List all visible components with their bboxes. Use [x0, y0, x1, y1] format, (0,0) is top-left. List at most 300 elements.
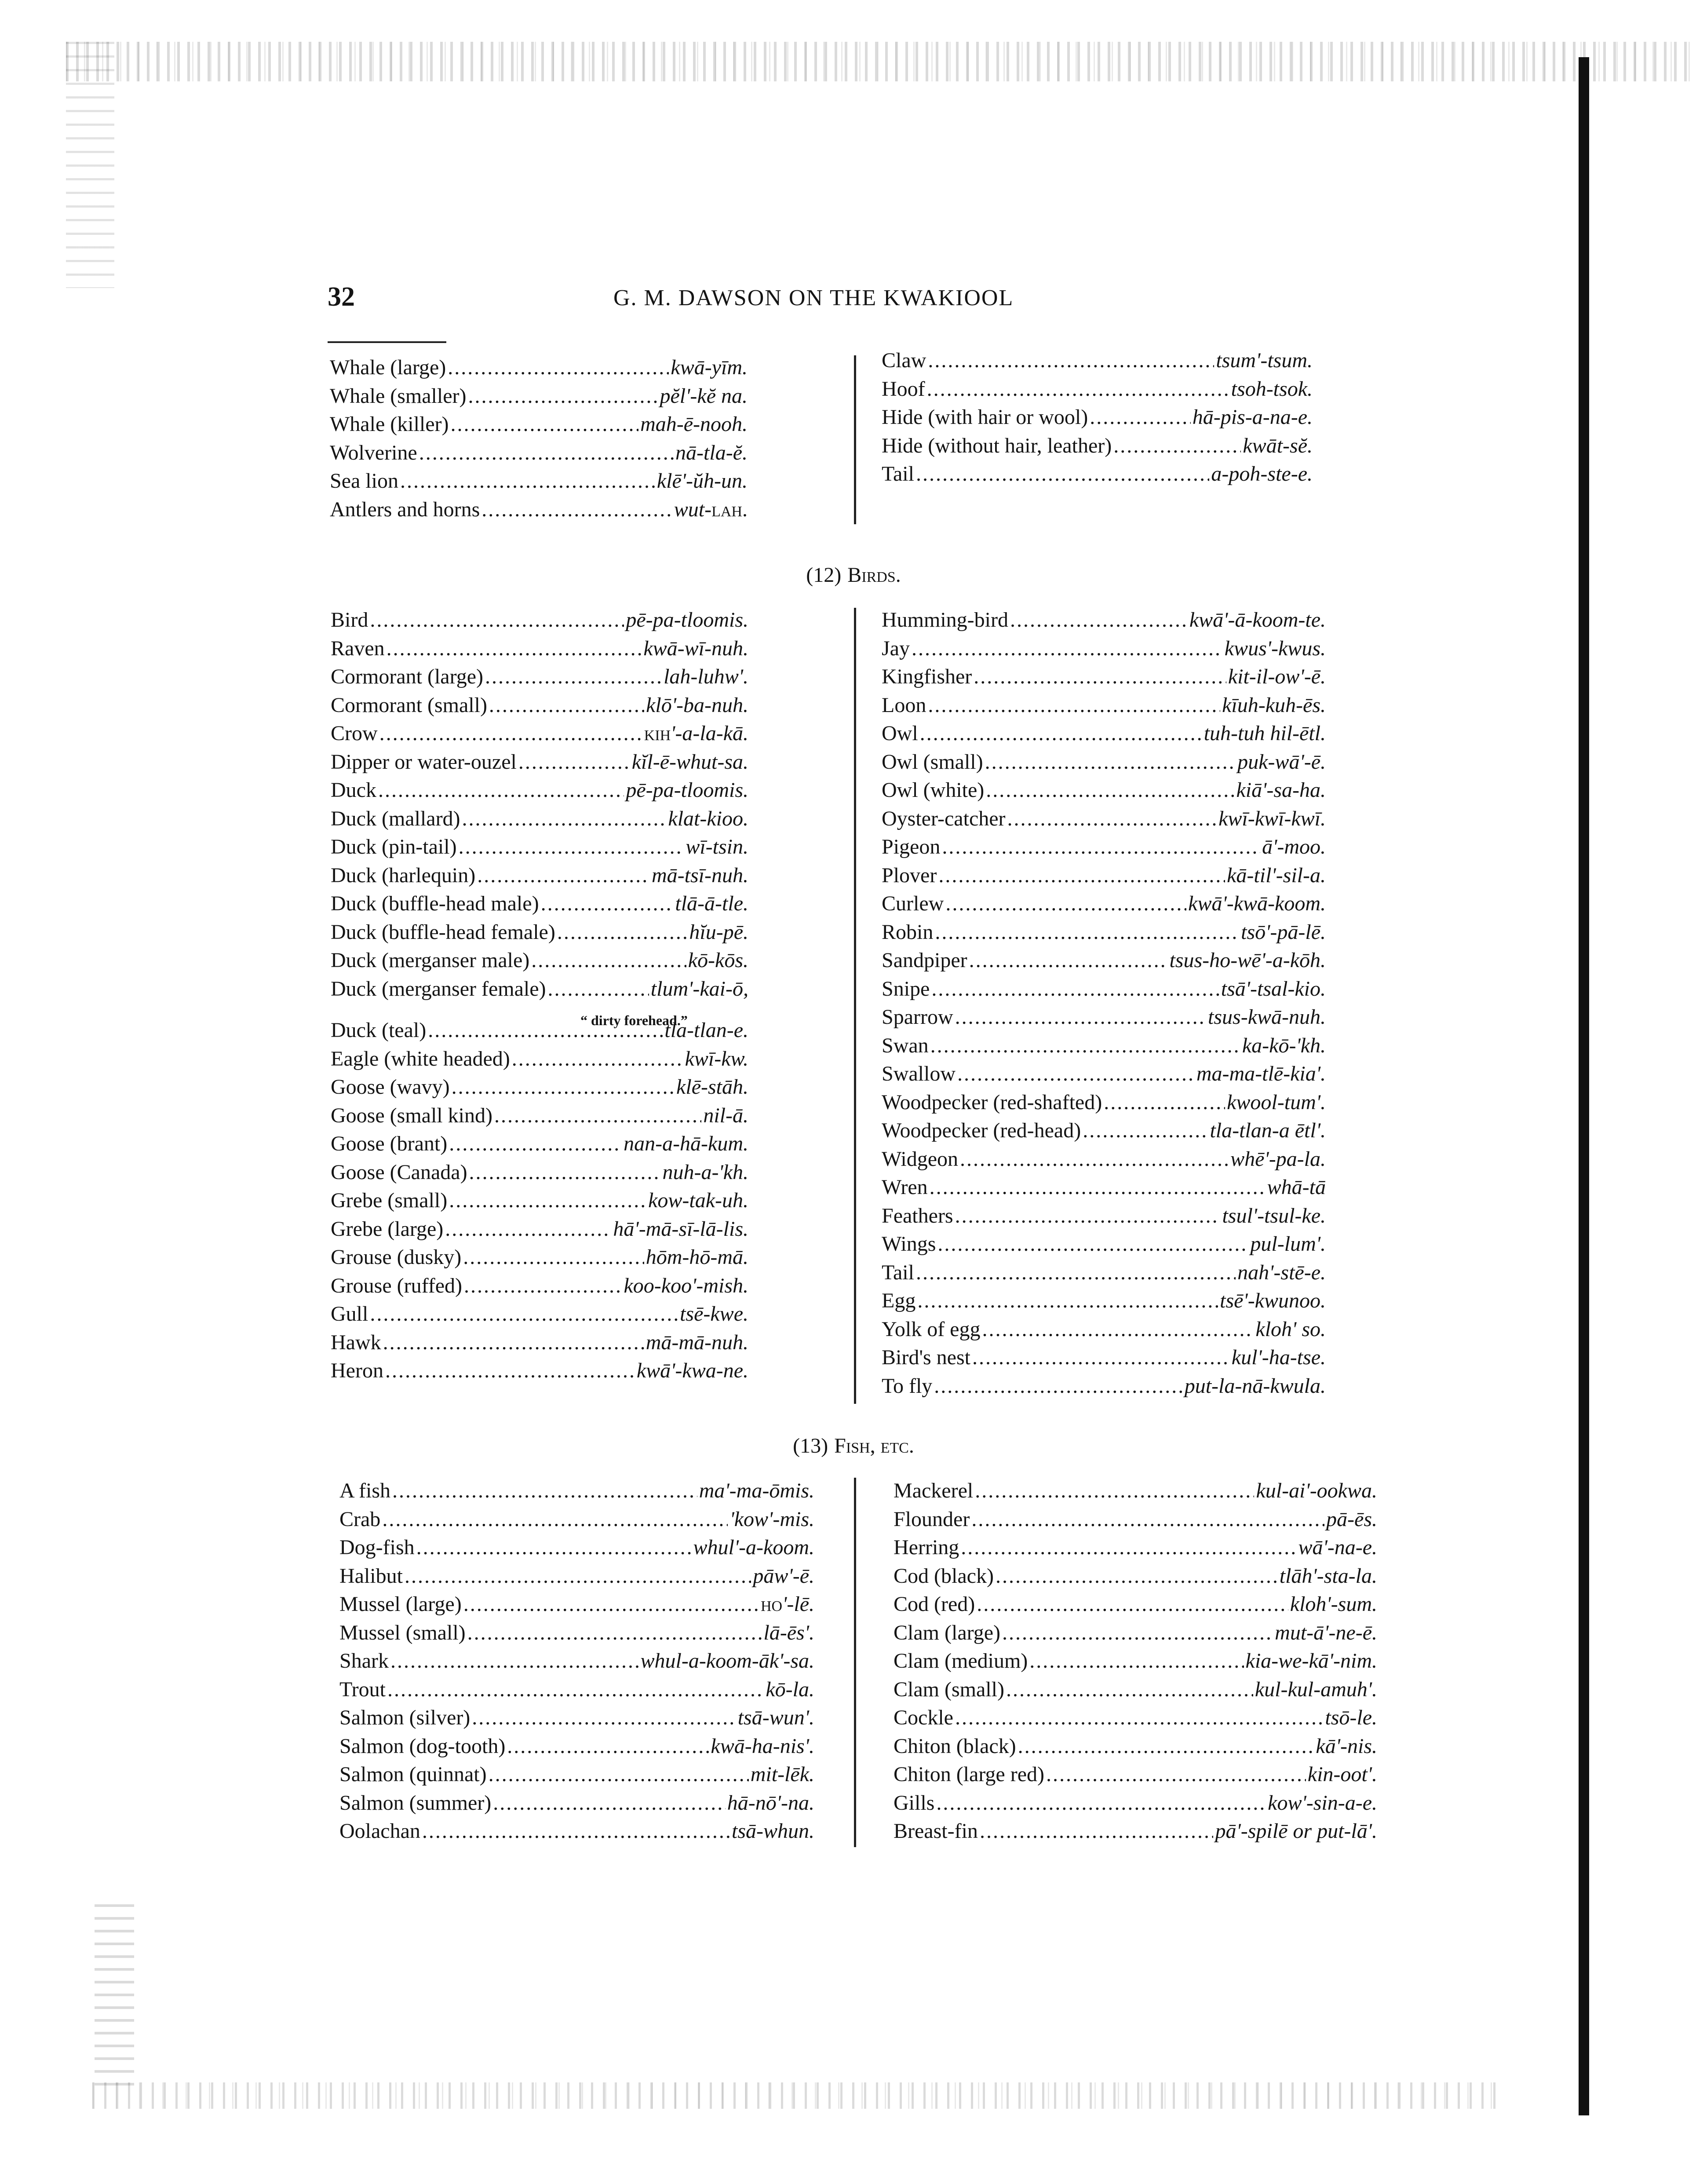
vocabulary-entry — [331, 1329, 748, 1356]
leader-dots — [996, 1563, 1278, 1589]
kwakiool-gloss: kit-il-ow'-ē. — [1228, 665, 1326, 688]
leader-dots — [494, 1103, 701, 1129]
english-term: Hide (with hair or wool) — [882, 405, 1088, 429]
kwakiool-gloss: ma'-ma-ōmis. — [699, 1479, 814, 1502]
kwakiool-gloss: tla-tlan-e. — [664, 1019, 748, 1042]
leader-dots — [422, 1818, 730, 1844]
vocabulary-entry — [882, 891, 1326, 917]
vocabulary-entry — [882, 607, 1326, 633]
vocabulary-entry — [339, 1705, 814, 1731]
leader-dots — [955, 1203, 1221, 1229]
kwakiool-gloss: ma-ma-tlē-kia'. — [1196, 1062, 1326, 1085]
english-term: Eagle (white headed) — [331, 1047, 510, 1070]
english-term: Grebe (large) — [331, 1217, 444, 1241]
leader-dots — [463, 1244, 644, 1271]
leader-dots — [459, 834, 684, 860]
english-term: Clam (small) — [894, 1677, 1004, 1701]
leader-dots — [912, 635, 1223, 662]
english-term: Raven — [331, 636, 385, 660]
leader-dots — [916, 1260, 1236, 1286]
vocabulary-entry — [339, 1676, 814, 1703]
kwakiool-gloss: nah'-stē-e. — [1237, 1260, 1326, 1284]
kwakiool-gloss: klat-kioo. — [668, 807, 748, 830]
kwakiool-gloss: hā'-mā-sī-lā-lis. — [613, 1217, 748, 1241]
vocabulary-entry — [882, 1174, 1326, 1201]
vocabulary-entry — [339, 1591, 814, 1618]
kwakiool-gloss: kwā-ha-nis'. — [711, 1734, 814, 1758]
vocabulary-entry — [882, 1373, 1326, 1399]
english-term: Snipe — [882, 977, 930, 1001]
kwakiool-gloss: kwus'-kwus. — [1224, 636, 1326, 660]
kwakiool-gloss: tsoh-tsok. — [1231, 377, 1313, 401]
kwakiool-gloss: hōm-hō-mā. — [646, 1245, 748, 1269]
vocabulary-entry — [330, 383, 748, 409]
english-term: Mussel (small) — [339, 1621, 466, 1644]
leader-dots — [464, 1273, 622, 1299]
leader-dots — [1010, 607, 1188, 633]
vocabulary-entry — [882, 1288, 1326, 1314]
leader-dots — [945, 891, 1186, 917]
leader-dots — [463, 1591, 759, 1618]
kwakiool-gloss: kwī-kwī-kwī. — [1218, 807, 1326, 830]
english-term: Loon — [882, 693, 926, 717]
leader-dots — [481, 497, 672, 523]
english-term: Duck (buffle-head female) — [331, 920, 555, 944]
leader-dots — [986, 777, 1234, 803]
leader-dots — [930, 1174, 1266, 1201]
kwakiool-gloss: kwā'-kwā-koom. — [1188, 892, 1326, 915]
leader-dots — [937, 1231, 1248, 1257]
scan-noise-top — [66, 42, 1693, 81]
english-term: Mackerel — [894, 1479, 974, 1502]
vocabulary-entry — [882, 976, 1326, 1002]
kwakiool-gloss: kwool-tum'. — [1227, 1090, 1326, 1114]
vocabulary-entry — [882, 947, 1326, 974]
kwakiool-gloss: tlāh'-sta-la. — [1279, 1564, 1377, 1588]
leader-dots — [416, 1534, 692, 1561]
kwakiool-gloss: kwāt-sĕ. — [1243, 434, 1313, 457]
section-heading-birds — [0, 562, 1707, 588]
kwakiool-gloss: put-la-nā-kwula. — [1184, 1374, 1326, 1398]
leader-dots — [1006, 1676, 1253, 1703]
vocabulary-entry — [339, 1648, 814, 1674]
leader-dots — [1002, 1620, 1273, 1646]
english-term: Tail — [882, 462, 914, 486]
leader-dots — [938, 862, 1225, 889]
kwakiool-gloss: kĭl-ē-whut-sa. — [631, 750, 748, 774]
english-term: Oolachan — [339, 1819, 420, 1843]
english-term: Wings — [882, 1232, 936, 1256]
vocabulary-entry — [882, 376, 1313, 402]
leader-dots — [462, 806, 667, 832]
english-term: Heron — [331, 1359, 383, 1382]
leader-dots — [969, 947, 1168, 974]
english-term: Chiton (black) — [894, 1734, 1016, 1758]
leader-dots — [955, 1705, 1323, 1731]
kwakiool-gloss: pāw'-ē. — [753, 1564, 814, 1588]
running-title: G. M. DAWSON ON THE KWAKIOOL — [613, 285, 1014, 310]
english-term: Owl — [882, 722, 918, 745]
english-term: Breast-fin — [894, 1819, 978, 1843]
leader-dots — [920, 720, 1202, 747]
vocabulary-entry — [882, 347, 1313, 374]
vocabulary-entry — [331, 1187, 748, 1214]
english-term: Woodpecker (red-head) — [882, 1119, 1081, 1142]
english-term: Sparrow — [882, 1005, 953, 1029]
english-term: Duck (merganser female) — [331, 977, 546, 1001]
kwakiool-gloss: tsum'-tsum. — [1216, 349, 1313, 372]
leader-dots — [1018, 1733, 1314, 1760]
kwakiool-gloss: tsē'-kwunoo. — [1220, 1289, 1326, 1312]
english-term: Woodpecker (red-shafted) — [882, 1090, 1102, 1114]
leader-dots — [931, 976, 1219, 1002]
leader-dots — [1083, 1118, 1208, 1144]
vocabulary-entry — [882, 1344, 1326, 1371]
english-term: Crab — [339, 1507, 381, 1531]
english-term: Gull — [331, 1302, 368, 1326]
kwakiool-gloss: kwā-yīm. — [671, 356, 748, 379]
vocabulary-entry — [331, 1103, 748, 1129]
vocabulary-entry — [894, 1676, 1377, 1703]
leader-dots — [477, 862, 650, 889]
vocabulary-entry — [882, 1061, 1326, 1087]
kwakiool-gloss: pĕl'-kĕ na. — [660, 384, 748, 408]
english-term: Hawk — [331, 1330, 381, 1354]
vocabulary-entry — [894, 1620, 1377, 1646]
leader-dots — [960, 1146, 1229, 1172]
leader-dots — [928, 347, 1214, 374]
vocabulary-entry — [894, 1534, 1377, 1561]
english-term: Grouse (dusky) — [331, 1245, 462, 1269]
vocabulary-entry — [882, 806, 1326, 832]
kwakiool-gloss: nuh-a-'kh. — [662, 1160, 748, 1184]
english-term: Whale (smaller) — [330, 384, 467, 408]
gloss-note: “ dirty forehead.” — [580, 1012, 688, 1028]
leader-dots — [451, 411, 639, 438]
kwakiool-gloss: a-poh-ste-e. — [1211, 462, 1313, 486]
leader-dots — [387, 1676, 764, 1703]
vocabulary-entry — [894, 1506, 1377, 1533]
kwakiool-gloss: whā-tā — [1267, 1176, 1326, 1199]
leader-dots — [1029, 1648, 1244, 1674]
column-divider — [854, 355, 856, 524]
kwakiool-gloss: pā'-spilē or put-lā'. — [1215, 1819, 1377, 1843]
leader-dots — [916, 461, 1209, 487]
page-number: 32 — [328, 282, 355, 312]
english-term: Cormorant (small) — [331, 693, 487, 717]
kwakiool-gloss: kō-la. — [766, 1677, 814, 1701]
kwakiool-gloss: tsus-kwā-nuh. — [1208, 1005, 1326, 1029]
english-term: Duck (buffle-head male) — [331, 892, 539, 915]
section-title: Fish, etc. — [834, 1434, 914, 1457]
leader-dots — [382, 1506, 728, 1533]
vocabulary-entry — [339, 1818, 814, 1844]
kwakiool-gloss: kiā'-sa-ha. — [1236, 778, 1326, 802]
vocabulary-entry — [331, 947, 748, 974]
kwakiool-gloss: wā'-na-e. — [1298, 1536, 1377, 1559]
kwakiool-gloss: kul'-ha-tse. — [1231, 1346, 1326, 1369]
kwakiool-gloss: tsus-ho-wē'-a-kōh. — [1169, 949, 1326, 972]
vocabulary-entry — [882, 461, 1313, 487]
vocabulary-entry — [331, 1159, 748, 1186]
vocabulary-entry — [330, 411, 748, 438]
leader-dots — [370, 607, 624, 633]
english-term: Whale (large) — [330, 356, 446, 379]
kwakiool-gloss: hā-nō'-na. — [727, 1791, 814, 1815]
section-title: Birds. — [847, 563, 901, 587]
kwakiool-gloss: ā'-moo. — [1262, 835, 1326, 858]
kwakiool-gloss: tla-tlan-a ētl'. — [1210, 1119, 1326, 1142]
vocabulary-entry — [882, 692, 1326, 719]
kwakiool-gloss: kow'-sin-a-e. — [1268, 1791, 1377, 1815]
kwakiool-gloss: nā-tla-ĕ. — [675, 441, 748, 464]
leader-dots — [448, 354, 669, 381]
leader-dots — [541, 891, 674, 917]
kwakiool-gloss: kwā-wī-nuh. — [643, 636, 748, 660]
vocabulary-entry — [331, 749, 748, 775]
english-term: A fish — [339, 1479, 391, 1502]
section-number: (13) — [793, 1434, 828, 1457]
leader-dots — [489, 1761, 749, 1788]
kwakiool-gloss — [674, 497, 748, 523]
english-term: Tail — [882, 1260, 914, 1284]
english-term: Shark — [339, 1649, 389, 1673]
leader-dots — [419, 440, 674, 466]
kwakiool-gloss: tsul'-tsul-ke. — [1222, 1204, 1326, 1227]
vocabulary-entry — [331, 834, 748, 860]
english-term: Cod (red) — [894, 1592, 975, 1616]
kwakiool-gloss: tsā-wun'. — [737, 1706, 814, 1729]
leader-dots — [548, 976, 649, 1002]
leader-dots — [936, 1790, 1266, 1816]
english-term: Clam (large) — [894, 1621, 1001, 1644]
kwakiool-gloss: kwā'-kwa-ne. — [636, 1359, 748, 1382]
kwakiool-gloss: tsō-le. — [1325, 1706, 1377, 1729]
english-term: Herring — [894, 1536, 959, 1559]
scan-noise-bottom-left — [95, 1904, 134, 2093]
kwakiool-gloss: klē-stāh. — [676, 1075, 748, 1099]
leader-dots — [971, 1506, 1324, 1533]
vocabulary-entry — [339, 1761, 814, 1788]
leader-dots — [445, 1216, 611, 1242]
leader-dots — [1007, 806, 1217, 832]
english-term: Cormorant (large) — [331, 665, 483, 688]
english-term: Grebe (small) — [331, 1189, 448, 1212]
kwakiool-gloss: kloh' so. — [1255, 1317, 1326, 1341]
english-term: Antlers and horns — [330, 497, 480, 521]
vocabulary-entry — [882, 404, 1313, 431]
leader-dots — [972, 1344, 1230, 1371]
vocabulary-entry — [894, 1790, 1377, 1816]
vocabulary-entry — [331, 919, 748, 946]
english-term: Goose (wavy) — [331, 1075, 450, 1099]
vocabulary-entry — [339, 1478, 814, 1504]
vocabulary-entry — [331, 1301, 748, 1327]
kwakiool-gloss: mā-tsī-nuh. — [652, 863, 748, 887]
leader-dots — [472, 1705, 736, 1731]
leader-dots — [934, 1373, 1182, 1399]
vocabulary-entry — [882, 1004, 1326, 1030]
vocabulary-entry — [331, 720, 748, 747]
english-term: Goose (small kind) — [331, 1103, 492, 1127]
kwakiool-gloss: kul-ai'-ookwa. — [1256, 1479, 1377, 1502]
vocabulary-entry — [339, 1563, 814, 1589]
column-divider — [854, 1478, 856, 1847]
vocabulary-entry — [339, 1534, 814, 1561]
english-term: Duck (harlequin) — [331, 863, 476, 887]
vocabulary-entry — [882, 919, 1326, 946]
vocabulary-entry — [339, 1733, 814, 1760]
vocabulary-entry — [331, 777, 748, 803]
leader-dots — [383, 1329, 644, 1356]
vocabulary-entry — [331, 806, 748, 832]
kwakiool-gloss: 'kow'-mis. — [729, 1507, 814, 1531]
leader-dots — [390, 1648, 639, 1674]
gloss-small-caps: lah. — [711, 497, 748, 521]
vocabulary-entry — [882, 1033, 1326, 1059]
kwakiool-gloss: tsā'-tsal-kio. — [1221, 977, 1326, 1001]
english-term: Kingfisher — [882, 665, 972, 688]
leader-dots — [1113, 433, 1241, 459]
kwakiool-gloss: kwā'-ā-koom-te. — [1189, 608, 1326, 632]
kwakiool-gloss: tlum'-kai-ō, — [650, 977, 748, 1001]
leader-dots — [378, 777, 624, 803]
english-term: Dog-fish — [339, 1536, 415, 1559]
kwakiool-gloss — [644, 720, 748, 747]
leader-dots — [392, 1478, 697, 1504]
kwakiool-gloss: kwī-kw. — [685, 1047, 748, 1070]
leader-dots — [493, 1790, 725, 1816]
english-term: Jay — [882, 636, 910, 660]
kwakiool-gloss: kul-kul-amuh'. — [1255, 1677, 1377, 1701]
section-number: (12) — [806, 563, 842, 587]
leader-dots — [955, 1004, 1206, 1030]
leader-dots — [512, 1046, 683, 1072]
kwakiool-gloss: whē'-pa-la. — [1230, 1147, 1326, 1171]
vocabulary-entry — [331, 1131, 748, 1157]
kwakiool-gloss: kin-oot'. — [1307, 1763, 1377, 1786]
vocabulary-entry — [330, 468, 748, 494]
vocabulary-entry — [331, 976, 748, 1002]
vocabulary-entry — [882, 664, 1326, 690]
kwakiool-gloss: wī-tsin. — [686, 835, 748, 858]
vocabulary-entry — [894, 1761, 1377, 1788]
english-term: Halibut — [339, 1564, 403, 1588]
vocabulary-entry — [882, 777, 1326, 803]
english-term: Swan — [882, 1034, 929, 1057]
english-term: Duck (merganser male) — [331, 949, 530, 972]
vocabulary-entry — [894, 1591, 1377, 1618]
leader-dots — [977, 1591, 1288, 1618]
english-term: Hide (without hair, leather) — [882, 434, 1112, 457]
english-term: Sea lion — [330, 469, 398, 493]
leader-dots — [467, 1620, 762, 1646]
kwakiool-gloss: mut-ā'-ne-ē. — [1275, 1621, 1377, 1644]
english-term: Widgeon — [882, 1147, 959, 1171]
vocabulary-entry — [330, 497, 748, 523]
kwakiool-gloss: tuh-tuh hil-ētl. — [1204, 722, 1326, 745]
scan-noise-bottom — [92, 2082, 1499, 2109]
english-term: Humming-bird — [882, 608, 1008, 632]
leader-dots — [518, 749, 630, 775]
kwakiool-gloss — [761, 1591, 814, 1618]
english-term: Goose (Canada) — [331, 1160, 467, 1184]
english-term: Gills — [894, 1791, 935, 1815]
kwakiool-gloss: lah-luhw'. — [664, 665, 748, 688]
kwakiool-gloss: mā-mā-nuh. — [646, 1330, 748, 1354]
vocabulary-entry — [882, 1316, 1326, 1343]
english-term: Whale (killer) — [330, 413, 449, 436]
leader-dots — [385, 1358, 635, 1384]
leader-dots — [985, 749, 1236, 775]
kwakiool-gloss: kow-tak-uh. — [648, 1189, 748, 1212]
leader-dots — [489, 692, 644, 719]
english-term: Oyster-catcher — [882, 807, 1006, 830]
english-term: Owl (white) — [882, 778, 985, 802]
english-term: Claw — [882, 349, 926, 372]
leader-dots — [469, 1159, 661, 1186]
vocabulary-entry — [339, 1506, 814, 1533]
leader-dots — [1090, 404, 1191, 431]
kwakiool-gloss: puk-wā'-ē. — [1237, 750, 1326, 774]
english-term: Dipper or water-ouzel — [331, 750, 517, 774]
kwakiool-gloss: nil-ā. — [703, 1103, 748, 1127]
english-term: Goose (brant) — [331, 1132, 448, 1155]
vocabulary-entry — [331, 1273, 748, 1299]
leader-dots — [980, 1818, 1214, 1844]
kwakiool-gloss: hā-pis-a-na-e. — [1192, 405, 1313, 429]
vocabulary-entry — [339, 1790, 814, 1816]
english-term: Hoof — [882, 377, 925, 401]
english-term: Bird — [331, 608, 368, 632]
leader-dots — [927, 376, 1229, 402]
kwakiool-gloss: pul-lum'. — [1250, 1232, 1326, 1256]
vocabulary-entry — [331, 664, 748, 690]
vocabulary-entry — [882, 635, 1326, 662]
leader-dots — [982, 1316, 1254, 1343]
english-term: Salmon (summer) — [339, 1791, 492, 1815]
leader-dots — [485, 664, 662, 690]
vocabulary-entry — [882, 1089, 1326, 1116]
english-term: Owl (small) — [882, 750, 983, 774]
leader-dots — [935, 919, 1239, 946]
vocabulary-entry — [882, 1146, 1326, 1172]
english-term: Clam (medium) — [894, 1649, 1028, 1673]
english-term: Wolverine — [330, 441, 417, 464]
english-term: Cod (black) — [894, 1564, 994, 1588]
vocabulary-entry — [894, 1478, 1377, 1504]
leader-dots — [942, 834, 1260, 860]
vocabulary-entry — [894, 1563, 1377, 1589]
kwakiool-gloss: kā'-nis. — [1316, 1734, 1377, 1758]
english-term: Yolk of egg — [882, 1317, 981, 1341]
gloss-text: wut- — [674, 497, 712, 521]
kwakiool-gloss: tsō'-pā-lē. — [1241, 920, 1326, 944]
leader-dots — [468, 383, 658, 409]
vocabulary-entry — [331, 1046, 748, 1072]
vocabulary-entry — [894, 1818, 1377, 1844]
leader-dots — [507, 1733, 709, 1760]
vocabulary-entry — [882, 1118, 1326, 1144]
vocabulary-entry — [331, 1216, 748, 1242]
kwakiool-gloss: klō'-ba-nuh. — [646, 693, 748, 717]
leader-dots — [974, 664, 1226, 690]
english-term: Salmon (dog-tooth) — [339, 1734, 506, 1758]
leader-dots — [387, 635, 642, 662]
english-term: To fly — [882, 1374, 933, 1398]
vocabulary-entry — [331, 692, 748, 719]
leader-dots — [961, 1534, 1296, 1561]
